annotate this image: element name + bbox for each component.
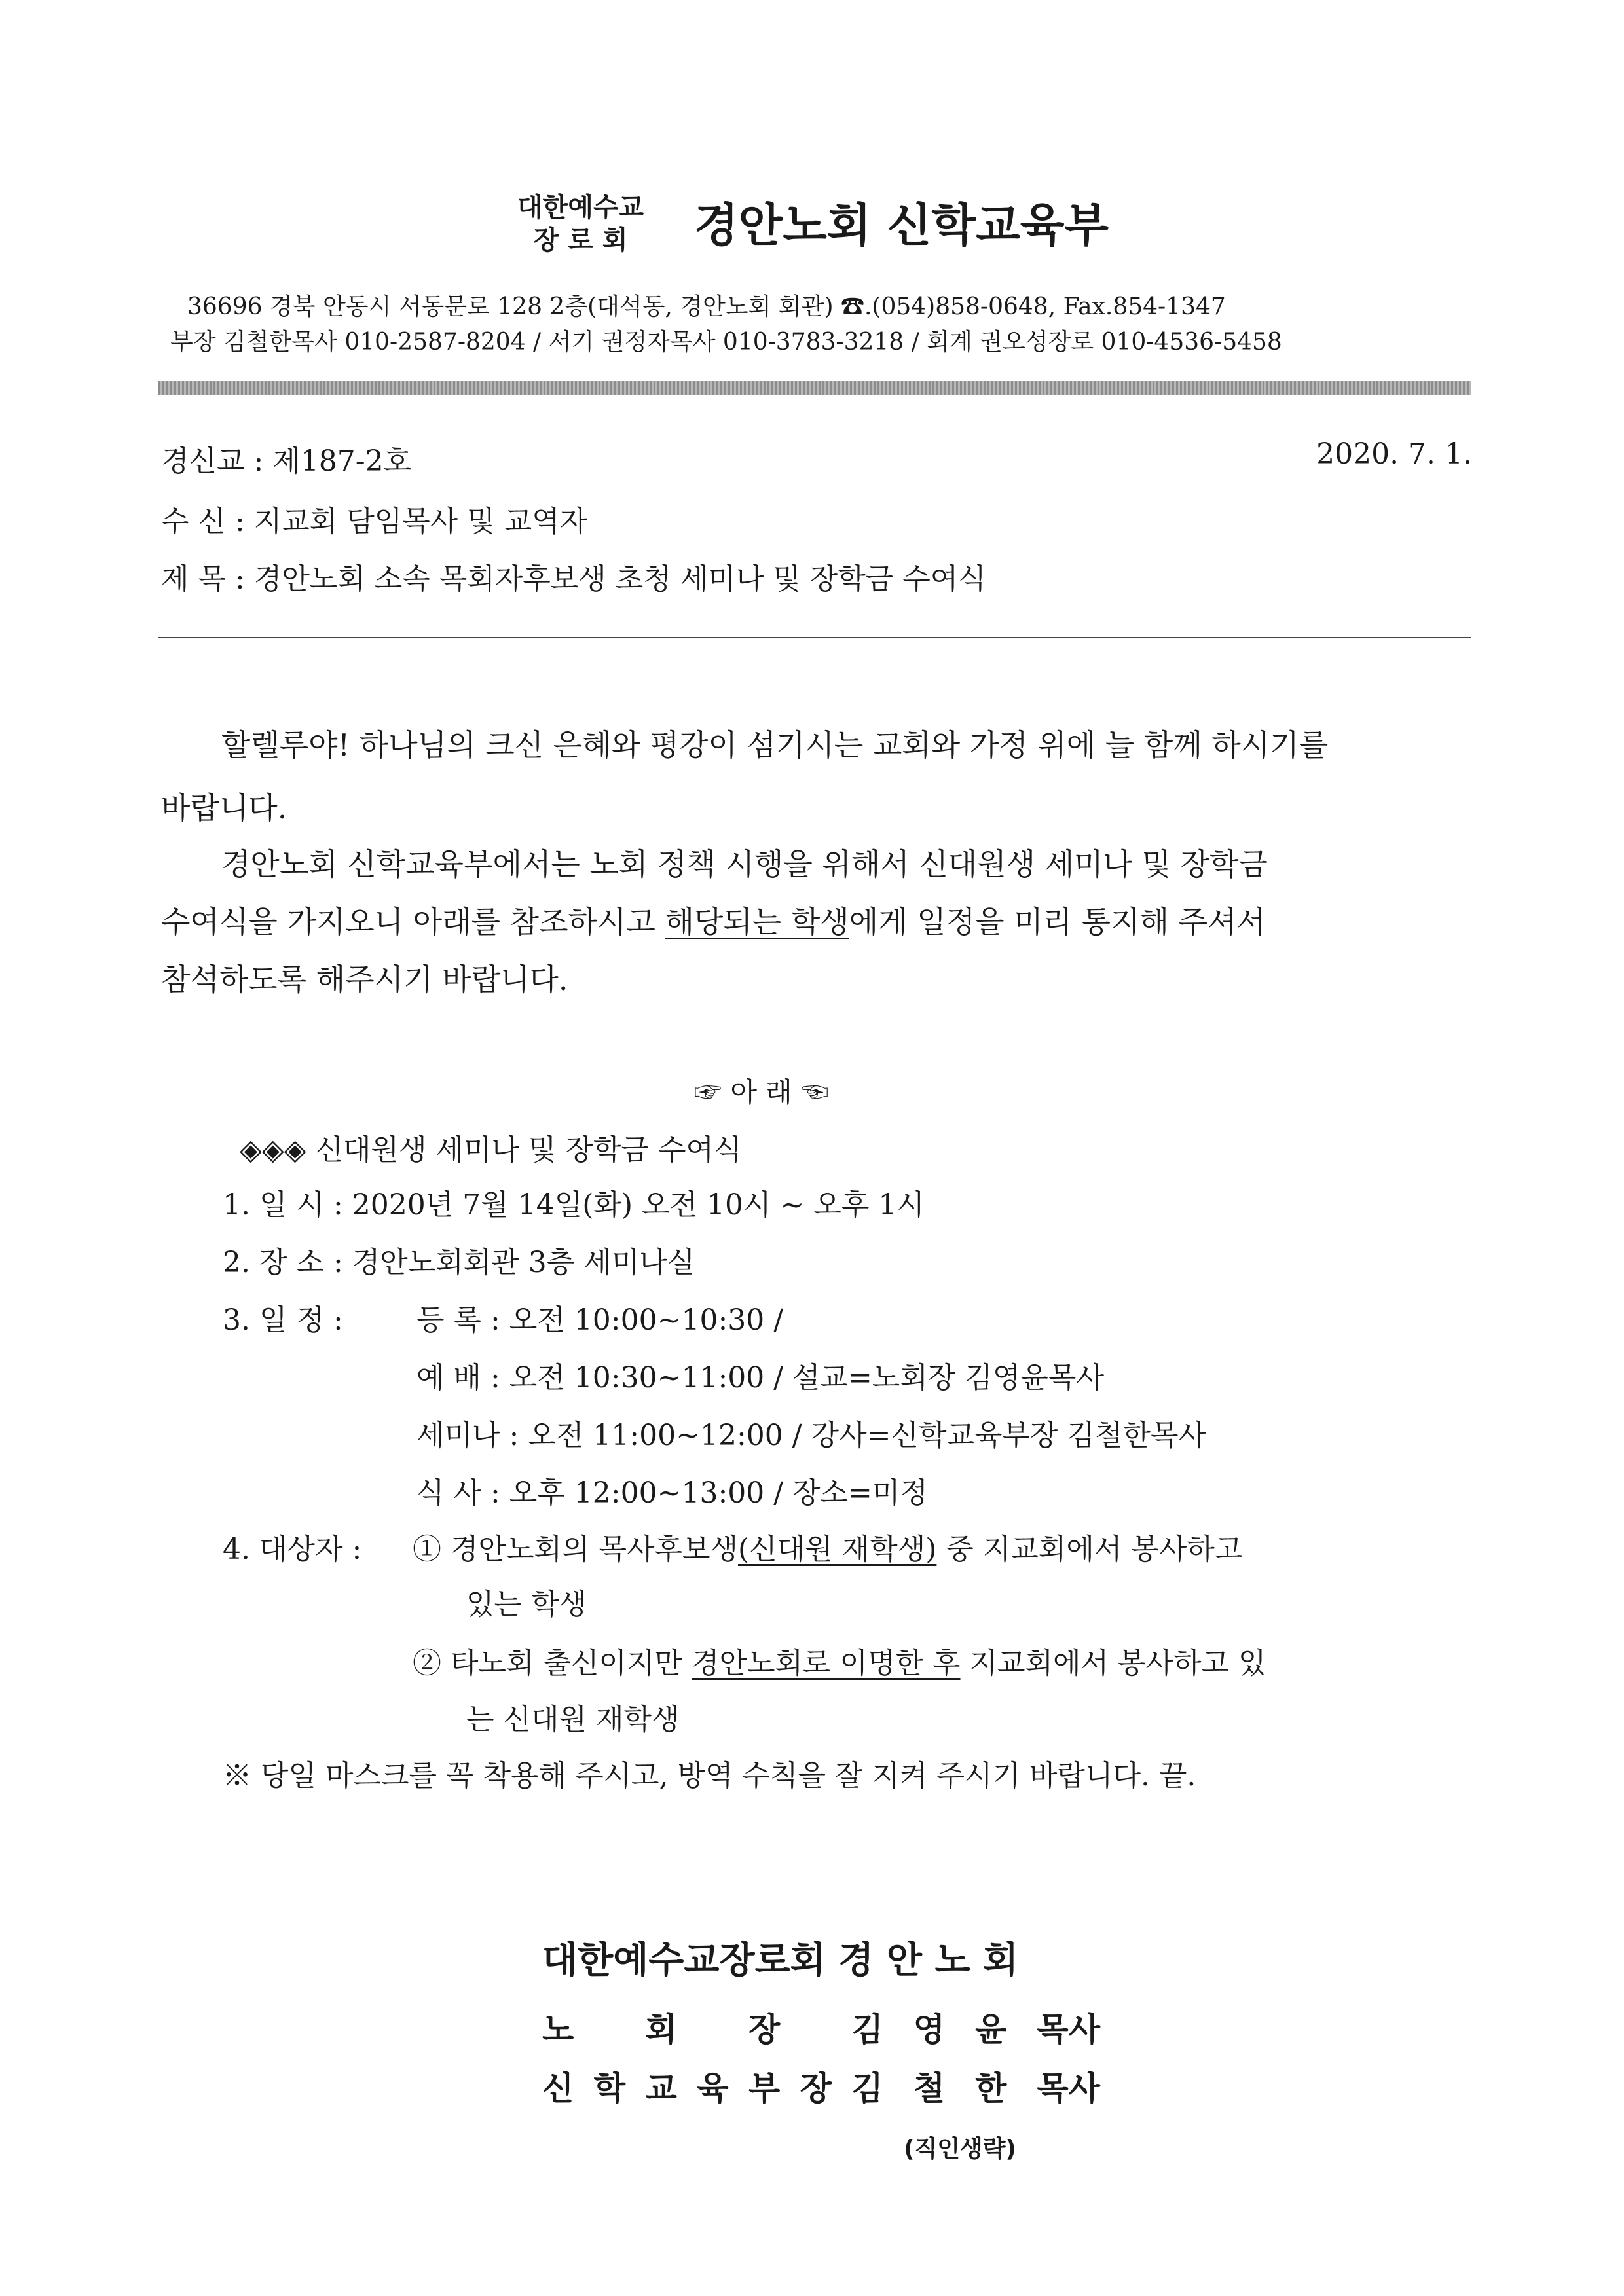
- letterhead-officers: 부장 김철한목사 010-2587-8204 / 서기 권정자목사 010-3783-3218 / 회계 권오성장로 010-4536-5458: [170, 329, 1282, 355]
- target-2-text-a: ② 타노회 출신이지만: [413, 1647, 692, 1680]
- paragraph-2-line-2: [161, 898, 1266, 941]
- signature-row-moderator: [542, 2003, 1100, 2050]
- notice-item-4-label: 4. 대상자 :: [223, 1533, 362, 1566]
- dept-head-name-char: 철: [913, 2069, 946, 2107]
- moderator-title-char: 회: [645, 2011, 677, 2049]
- notice-item-2: 2. 장 소 : 경안노회회관 3층 세미나실: [223, 1246, 695, 1279]
- org-line1: 대한예수교: [517, 192, 644, 223]
- notice-heading: ☞ 아 래 ☜: [694, 1076, 829, 1108]
- paragraph-1-line-2: 바랍니다.: [161, 790, 287, 826]
- event-title: ◈◈◈ 신대원생 세미나 및 장학금 수여식: [240, 1133, 742, 1167]
- paragraph-2-line-1: 경안노회 신학교육부에서는 노회 정책 시행을 위해서 신대원생 세미나 및 장학금: [221, 847, 1268, 882]
- target-1-line-1: [413, 1525, 1242, 1567]
- seal-omitted-note: (직인생략): [904, 2136, 1017, 2162]
- closing-remark: ※ 당일 마스크를 꼭 착용해 주시고, 방역 수칙을 잘 지켜 주시기 바랍니다. 끝.: [223, 1759, 1196, 1793]
- header-rule: [158, 637, 1471, 638]
- moderator-title-char: 노: [542, 2011, 574, 2049]
- moderator-name-char: 윤: [975, 2011, 1007, 2049]
- document-number: 경신교 : 제187-2호: [161, 445, 412, 478]
- target-2-text-b: 지교회에서 봉사하고 있: [960, 1647, 1266, 1680]
- target-1-text-a: ① 경안노회의 목사후보생: [413, 1533, 739, 1566]
- p2-underlined-text: 해당되는 학생: [665, 904, 849, 939]
- moderator-suffix: 목사: [1037, 2011, 1100, 2049]
- paragraph-1-line-1: 할렐루야! 하나님의 크신 은혜와 평강이 섬기시는 교회와 가정 위에 늘 함께 하시기를: [221, 727, 1329, 763]
- document-date: 2020. 7. 1.: [1316, 437, 1472, 471]
- org-name-small: [517, 191, 644, 257]
- dept-title-char: 학: [593, 2069, 626, 2107]
- target-2-line-1: [413, 1639, 1266, 1681]
- letterhead-divider: [158, 381, 1471, 395]
- org-line2: 장 로 회: [533, 225, 628, 255]
- notice-item-1: 1. 일 시 : 2020년 7월 14일(화) 오전 10시 ~ 오후 1시: [223, 1188, 925, 1222]
- dept-title-char: 교: [645, 2069, 677, 2107]
- p2-text-b: 에게 일정을 미리 통지해 주셔서: [849, 904, 1266, 939]
- moderator-name-char: 김: [851, 2011, 883, 2049]
- dept-title-char: 신: [542, 2069, 574, 2107]
- target-2-underlined: 경안노회로 이명한 후: [692, 1647, 961, 1680]
- dept-title-char: 부: [748, 2069, 781, 2107]
- schedule-row: 예 배 : 오전 10:30~11:00 / 설교=노회장 김영윤목사: [416, 1361, 1104, 1394]
- schedule-row: 세미나 : 오전 11:00~12:00 / 강사=신학교육부장 김철한목사: [416, 1419, 1206, 1452]
- schedule-row: 등 록 : 오전 10:00~10:30 /: [416, 1303, 784, 1337]
- schedule-row: 식 사 : 오후 12:00~13:00 / 장소=미정: [416, 1476, 928, 1510]
- dept-head-suffix: 목사: [1037, 2069, 1100, 2107]
- subject-line: 제 목 : 경안노회 소속 목회자후보생 초청 세미나 및 장학금 수여식: [161, 562, 986, 596]
- target-2-line-2: 는 신대원 재학생: [466, 1703, 680, 1736]
- dept-head-name-char: 김: [851, 2069, 883, 2107]
- dept-head-name: [851, 2062, 1100, 2109]
- moderator-name: [851, 2003, 1100, 2050]
- paragraph-2-line-3: 참석하도록 해주시기 바랍니다.: [161, 962, 568, 997]
- target-1-underlined: (신대원 재학생): [738, 1533, 937, 1566]
- moderator-name-char: 영: [913, 2011, 946, 2049]
- dept-head-name-char: 한: [975, 2069, 1007, 2107]
- letterhead-address: 36696 경북 안동시 서동문로 128 2층(대석동, 경안노회 회관) ☎.(054)858-0648, Fax.854-1347: [187, 293, 1226, 320]
- p2-text-a: 수여식을 가지오니 아래를 참조하시고: [161, 904, 665, 939]
- dept-title-char: 육: [697, 2069, 729, 2107]
- signature-row-department-head: [542, 2062, 1100, 2109]
- target-1-text-b: 중 지교회에서 봉사하고: [936, 1533, 1243, 1566]
- dept-title-char: 장: [800, 2069, 832, 2107]
- recipient-line: 수 신 : 지교회 담임목사 및 교역자: [161, 505, 588, 538]
- letterhead-title: 경안노회 신학교육부: [694, 198, 1109, 252]
- signature-org: 대한예수교장로회 경 안 노 회: [542, 1939, 1019, 1982]
- moderator-title-char: 장: [748, 2011, 781, 2049]
- target-1-line-2: 있는 학생: [466, 1588, 587, 1621]
- notice-item-3-label: 3. 일 정 :: [223, 1303, 343, 1337]
